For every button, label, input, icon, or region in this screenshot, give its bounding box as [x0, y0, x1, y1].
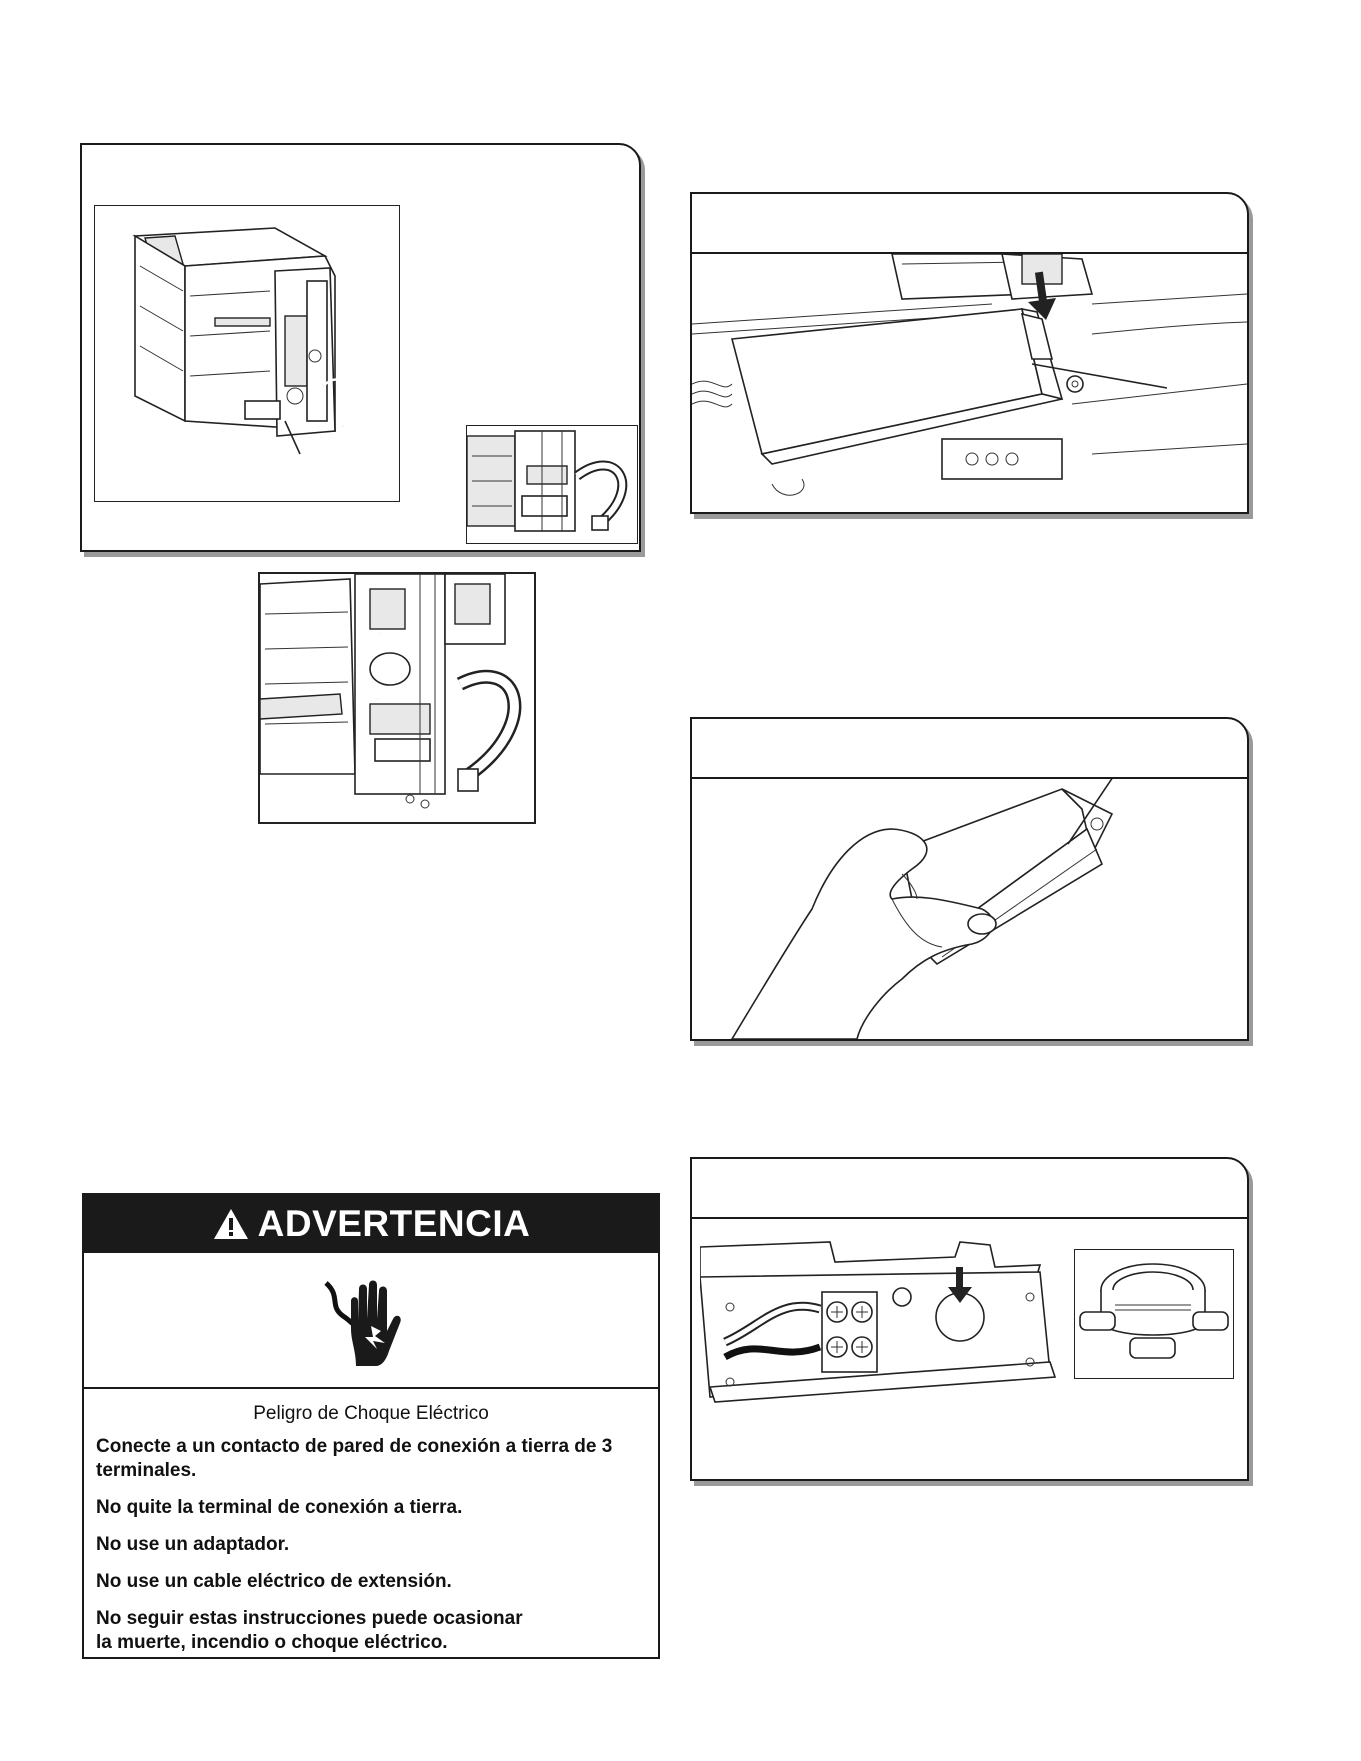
dryer-main-figure	[94, 205, 400, 502]
remove-cover-panel	[690, 717, 1249, 1041]
warning-consequence	[96, 1607, 646, 1655]
warning-instruction: Conecte a un contacto de pared de conexión a tierra de 3 terminales.	[96, 1436, 613, 1481]
warning-consequence-line: No seguir estas instrucciones puede ocasionar	[96, 1608, 523, 1629]
panel-header-bar	[692, 1159, 1247, 1219]
drain-hose-detail-figure	[258, 572, 536, 824]
warning-body	[84, 1389, 658, 1655]
warning-icon-row	[84, 1253, 658, 1389]
terminal-block-figure	[700, 1237, 1060, 1417]
strain-relief-inset-figure	[1074, 1249, 1234, 1379]
warning-instruction: No use un adaptador.	[96, 1534, 290, 1555]
warning-hazard-name: Peligro de Choque Eléctrico	[253, 1403, 489, 1424]
remove-cover-figure	[692, 779, 1247, 1039]
warning-consequence-line: la muerte, incendio o choque eléctrico.	[96, 1632, 448, 1653]
warning-title: ADVERTENCIA	[257, 1203, 531, 1244]
hose-inset-figure	[466, 425, 638, 544]
panel-header-bar	[692, 194, 1247, 254]
terminal-block-panel	[690, 1157, 1249, 1481]
electrical-warning-box	[82, 1193, 660, 1659]
warning-title-bar	[84, 1195, 658, 1253]
terminal-cover-panel	[690, 192, 1249, 514]
warning-instruction: No use un cable eléctrico de extensión.	[96, 1571, 452, 1592]
electric-shock-hand-icon	[321, 1271, 411, 1371]
warning-triangle-icon	[212, 1207, 250, 1241]
terminal-cover-figure	[692, 254, 1247, 512]
warning-instruction: No quite la terminal de conexión a tierra.	[96, 1497, 463, 1518]
panel-header-bar	[692, 719, 1247, 779]
dryer-overview-panel	[80, 143, 641, 552]
